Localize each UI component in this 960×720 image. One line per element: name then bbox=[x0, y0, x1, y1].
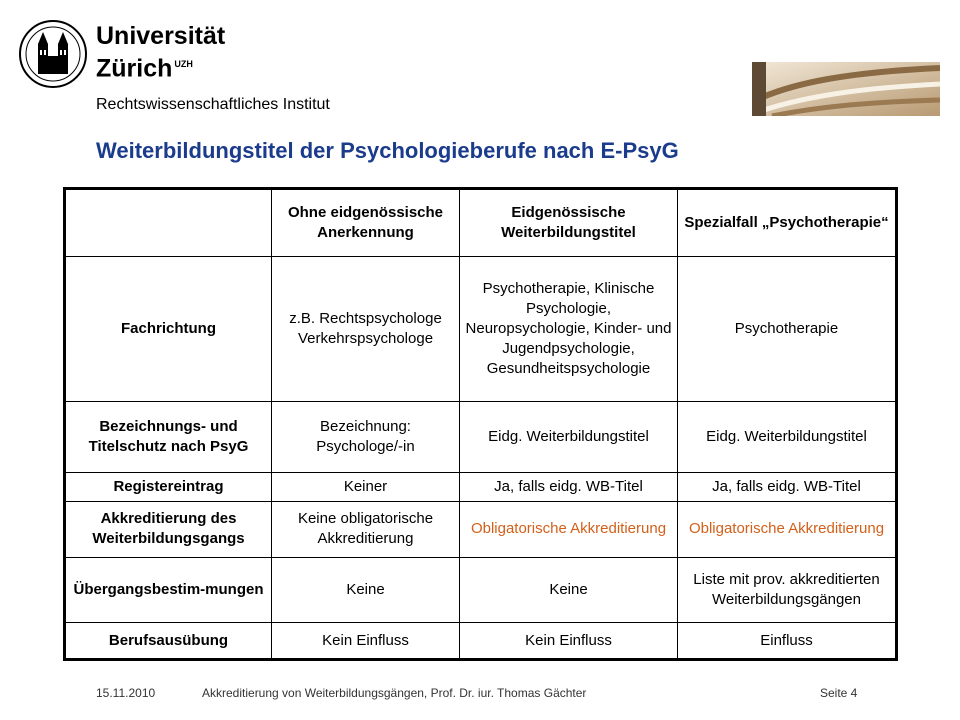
table-row bbox=[65, 472, 897, 501]
row-label-berufsausuebung: Berufsausübung bbox=[65, 623, 272, 660]
table-cell: Ja, falls eidg. WB-Titel bbox=[460, 472, 678, 501]
university-name bbox=[96, 22, 225, 82]
column-header-spezialfall: Spezialfall „Psychotherapie“ bbox=[678, 189, 897, 257]
row-label-registereintrag: Registereintrag bbox=[65, 472, 272, 501]
table-row bbox=[65, 501, 897, 557]
footer-date: 15.11.2010 bbox=[96, 686, 156, 700]
row-label-fachrichtung: Fachrichtung bbox=[65, 256, 272, 401]
table-cell: Psychotherapie, Klinische Psychologie, Neuropsychologie, Kinder- und Jugendpsychologie, Gesundheitspsychologie bbox=[460, 256, 678, 401]
table-cell-highlight: Obligatorische Akkreditierung bbox=[460, 501, 678, 557]
row-label-titelschutz: Bezeichnungs- und Titelschutz nach PsyG bbox=[65, 401, 272, 472]
university-line2: Zürich bbox=[96, 54, 173, 83]
table-row bbox=[65, 256, 897, 401]
table-cell: Psychotherapie bbox=[678, 256, 897, 401]
university-mark: UZH bbox=[174, 59, 193, 69]
table-cell: Eidg. Weiterbildungstitel bbox=[678, 401, 897, 472]
table-cell: Eidg. Weiterbildungstitel bbox=[460, 401, 678, 472]
footer-page-number: Seite 4 bbox=[820, 686, 858, 700]
header-empty-cell bbox=[65, 189, 272, 257]
table-cell: Keine obligatorische Akkreditierung bbox=[272, 501, 460, 557]
table-cell: Ja, falls eidg. WB-Titel bbox=[678, 472, 897, 501]
table-cell: Einfluss bbox=[678, 623, 897, 660]
table-row bbox=[65, 623, 897, 660]
university-line1: Universität bbox=[96, 22, 226, 50]
column-header-eidg-titel: Eidgenössische Weiterbildungstitel bbox=[460, 189, 678, 257]
row-label-akkreditierung: Akkreditierung des Weiterbildungsgangs bbox=[65, 501, 272, 557]
table-row bbox=[65, 401, 897, 472]
table-cell: Keine bbox=[460, 557, 678, 623]
table-cell: Liste mit prov. akkreditierten Weiterbildungsgängen bbox=[678, 557, 897, 623]
footer-text: Akkreditierung von Weiterbildungsgängen, Prof. Dr. iur. Thomas Gächter bbox=[202, 686, 587, 700]
table-cell: Keiner bbox=[272, 472, 460, 501]
table-cell: Keine bbox=[272, 557, 460, 623]
header-architecture-image bbox=[752, 62, 940, 116]
slide-title: Weiterbildungstitel der Psychologieberufe nach E-PsyG bbox=[96, 138, 679, 163]
row-label-uebergangsbestimmungen: Übergangsbestim-mungen bbox=[65, 557, 272, 623]
table-cell: z.B. Rechtspsychologe Verkehrspsychologe bbox=[272, 256, 460, 401]
university-seal-logo bbox=[18, 14, 88, 94]
table-header-row bbox=[65, 189, 897, 257]
column-header-ohne-anerkennung: Ohne eidgenössische Anerkennung bbox=[272, 189, 460, 257]
comparison-table bbox=[63, 187, 898, 661]
table-cell: Kein Einfluss bbox=[272, 623, 460, 660]
table-cell-highlight: Obligatorische Akkreditierung bbox=[678, 501, 897, 557]
table-cell: Kein Einfluss bbox=[460, 623, 678, 660]
table-cell: Bezeichnung: Psychologe/-in bbox=[272, 401, 460, 472]
institute-name: Rechtswissenschaftliches Institut bbox=[96, 96, 330, 113]
table-row bbox=[65, 557, 897, 623]
